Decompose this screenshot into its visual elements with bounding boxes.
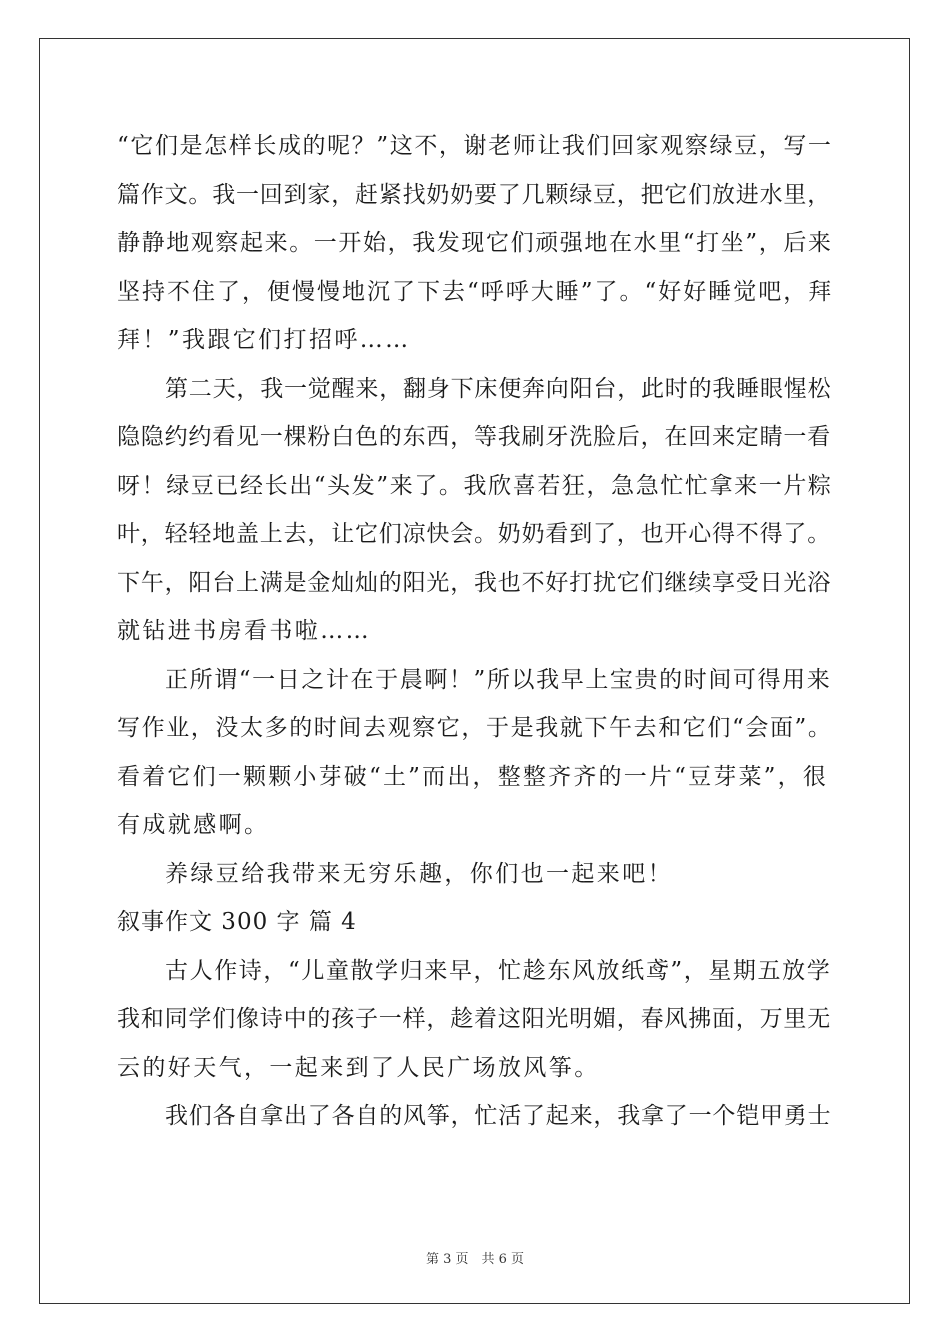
text-line: 篇作文。我一回到家，赶紧找奶奶要了几颗绿豆，把它们放进水里， [117,181,831,208]
text-line: 下午，阳台上满是金灿灿的阳光，我也不好打扰它们继续享受日光浴 [117,569,831,596]
text-line: 静静地观察起来。一开始，我发现它们顽强地在水里“打坐”，后来 [117,230,833,256]
text-line: 拜！”我跟它们打招呼…… [117,327,411,353]
text-line: 写作业，没太多的时间去观察它，于是我就下午去和它们“会面”。 [117,715,833,741]
text-line: 隐隐约约看见一棵粉白色的东西，等我刷牙洗脸后，在回来定睛一看 [117,424,831,450]
text-line: 叶，轻轻地盖上去，让它们凉快会。奶奶看到了，也开心得不得了。 [117,521,831,547]
paragraph-start-line: 我们各自拿出了各自的风筝，忙活了起来，我拿了一个铠甲勇士 [165,1103,832,1129]
section-heading: 叙事作文 300 字 篇 4 [117,909,357,935]
text-line: 呀！绿豆已经长出“头发”来了。我欣喜若狂，急急忙忙拿来一片粽 [117,472,833,499]
text-line: 看着它们一颗颗小芽破“土”而出，整整齐齐的一片“豆芽菜”，很 [117,763,829,790]
document-body [117,122,833,1141]
text-line: “它们是怎样长成的呢？”这不，谢老师让我们回家观察绿豆，写一 [117,133,833,159]
text-line: 坚持不住了，便慢慢地沉了下去“呼呼大睡”了。“好好睡觉吧，拜 [117,278,834,305]
text-line: 我和同学们像诗中的孩子一样，趁着这阳光明媚，春风拂面，万里无 [117,1006,831,1032]
text-line: 就钻进书房看书啦…… [117,618,371,644]
page-number-footer: 第 3 页 共 6 页 [425,1252,525,1267]
text-line: 有成就感啊。 [117,812,270,838]
text-line: 云的好天气，一起来到了人民广场放风筝。 [117,1054,600,1081]
paragraph-start-line: 第二天，我一觉醒来，翻身下床便奔向阳台，此时的我睡眼惺松 [165,375,832,402]
paragraph-start-line: 正所谓“一日之计在于晨啊！”所以我早上宝贵的时间可得用来 [165,666,832,693]
paragraph-start-line: 古人作诗，“儿童散学归来早，忙趁东风放纸鸢”，星期五放学 [165,957,832,984]
paragraph-start-line: 养绿豆给我带来无穷乐趣，你们也一起来吧！ [165,860,673,887]
